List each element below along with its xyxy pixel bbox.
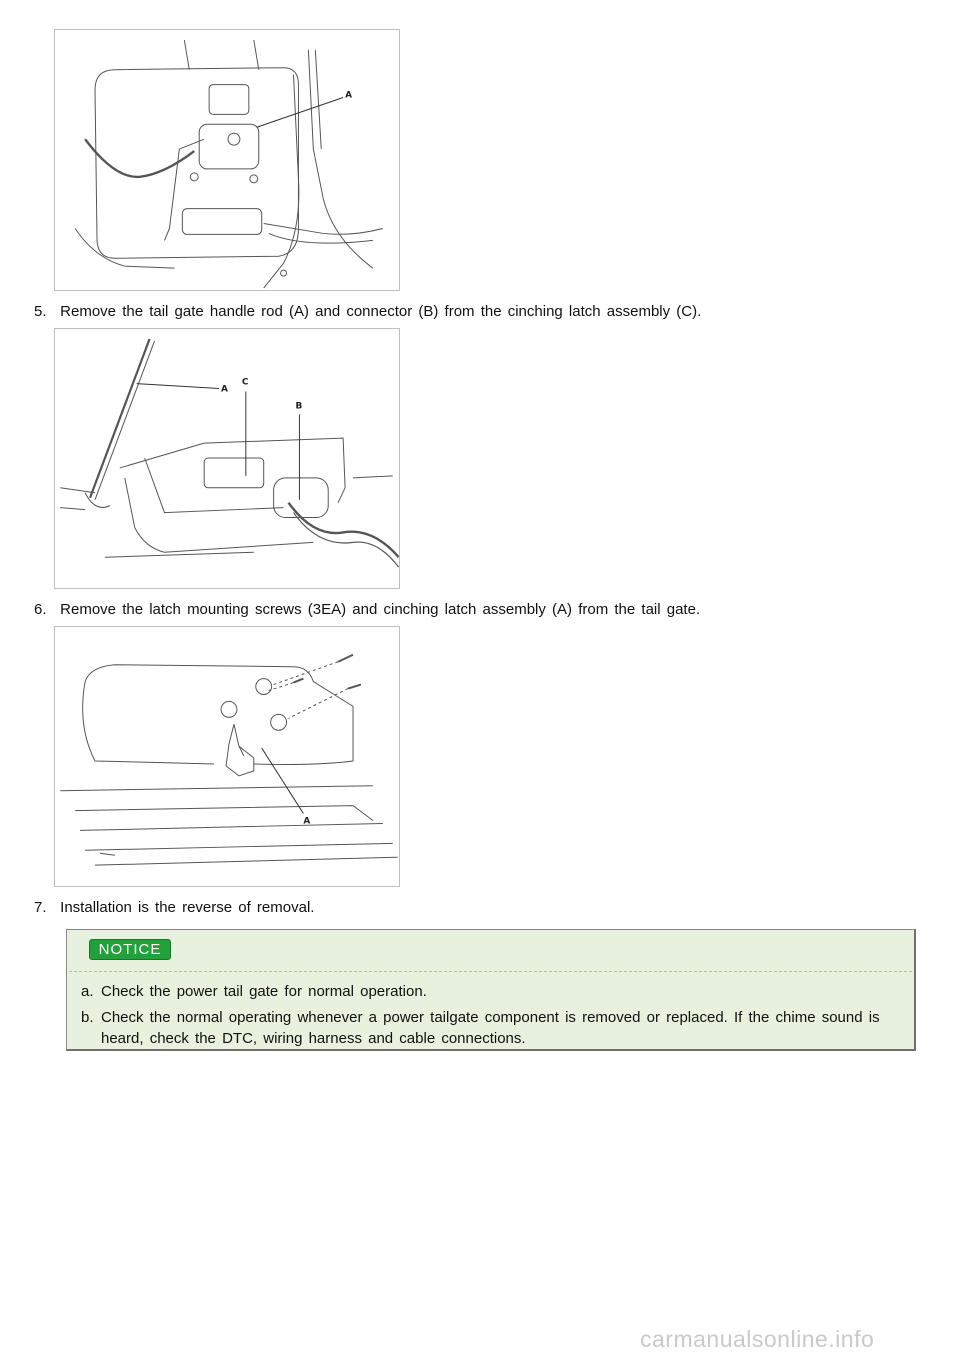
watermark: carmanualsonline.info <box>640 1326 875 1352</box>
latch-diagram-2 <box>55 329 399 588</box>
figure-latch-screws <box>54 626 400 887</box>
step-7 <box>34 898 314 918</box>
step-number: 7. <box>34 899 47 916</box>
notice-item-label: b. <box>81 1009 94 1026</box>
figure-handle-rod-connector <box>54 328 400 589</box>
notice-item-text: Check the power tail gate for normal operation. <box>101 983 427 1000</box>
notice-divider <box>69 971 912 972</box>
notice-item-label: a. <box>81 983 94 1000</box>
notice-item-b <box>81 1007 901 1049</box>
latch-diagram-3 <box>55 627 399 886</box>
notice-item-text: Check the normal operating whenever a power tailgate component is removed or replaced. If the chime sound is heard, check the DTC, wiring harness and cable connections. <box>101 1009 880 1047</box>
step-number: 6. <box>34 601 47 618</box>
step-text: Remove the latch mounting screws (3EA) and cinching latch assembly (A) from the tail gate. <box>60 601 701 618</box>
latch-diagram-1 <box>55 30 399 290</box>
callout-a: A <box>345 90 352 101</box>
callout-b: B <box>295 401 303 412</box>
step-text: Remove the tail gate handle rod (A) and connector (B) from the cinching latch assembly (C). <box>60 303 702 320</box>
figure-latch-connector <box>54 29 400 291</box>
step-6 <box>34 600 700 620</box>
notice-item-a <box>81 981 901 1002</box>
callout-c: C <box>241 377 249 388</box>
step-5 <box>34 302 701 322</box>
notice-box <box>66 929 916 1051</box>
step-text: Installation is the reverse of removal. <box>60 899 315 916</box>
callout-a: A <box>303 816 311 827</box>
notice-badge: NOTICE <box>89 939 171 960</box>
callout-a: A <box>221 384 228 395</box>
step-number: 5. <box>34 303 47 320</box>
